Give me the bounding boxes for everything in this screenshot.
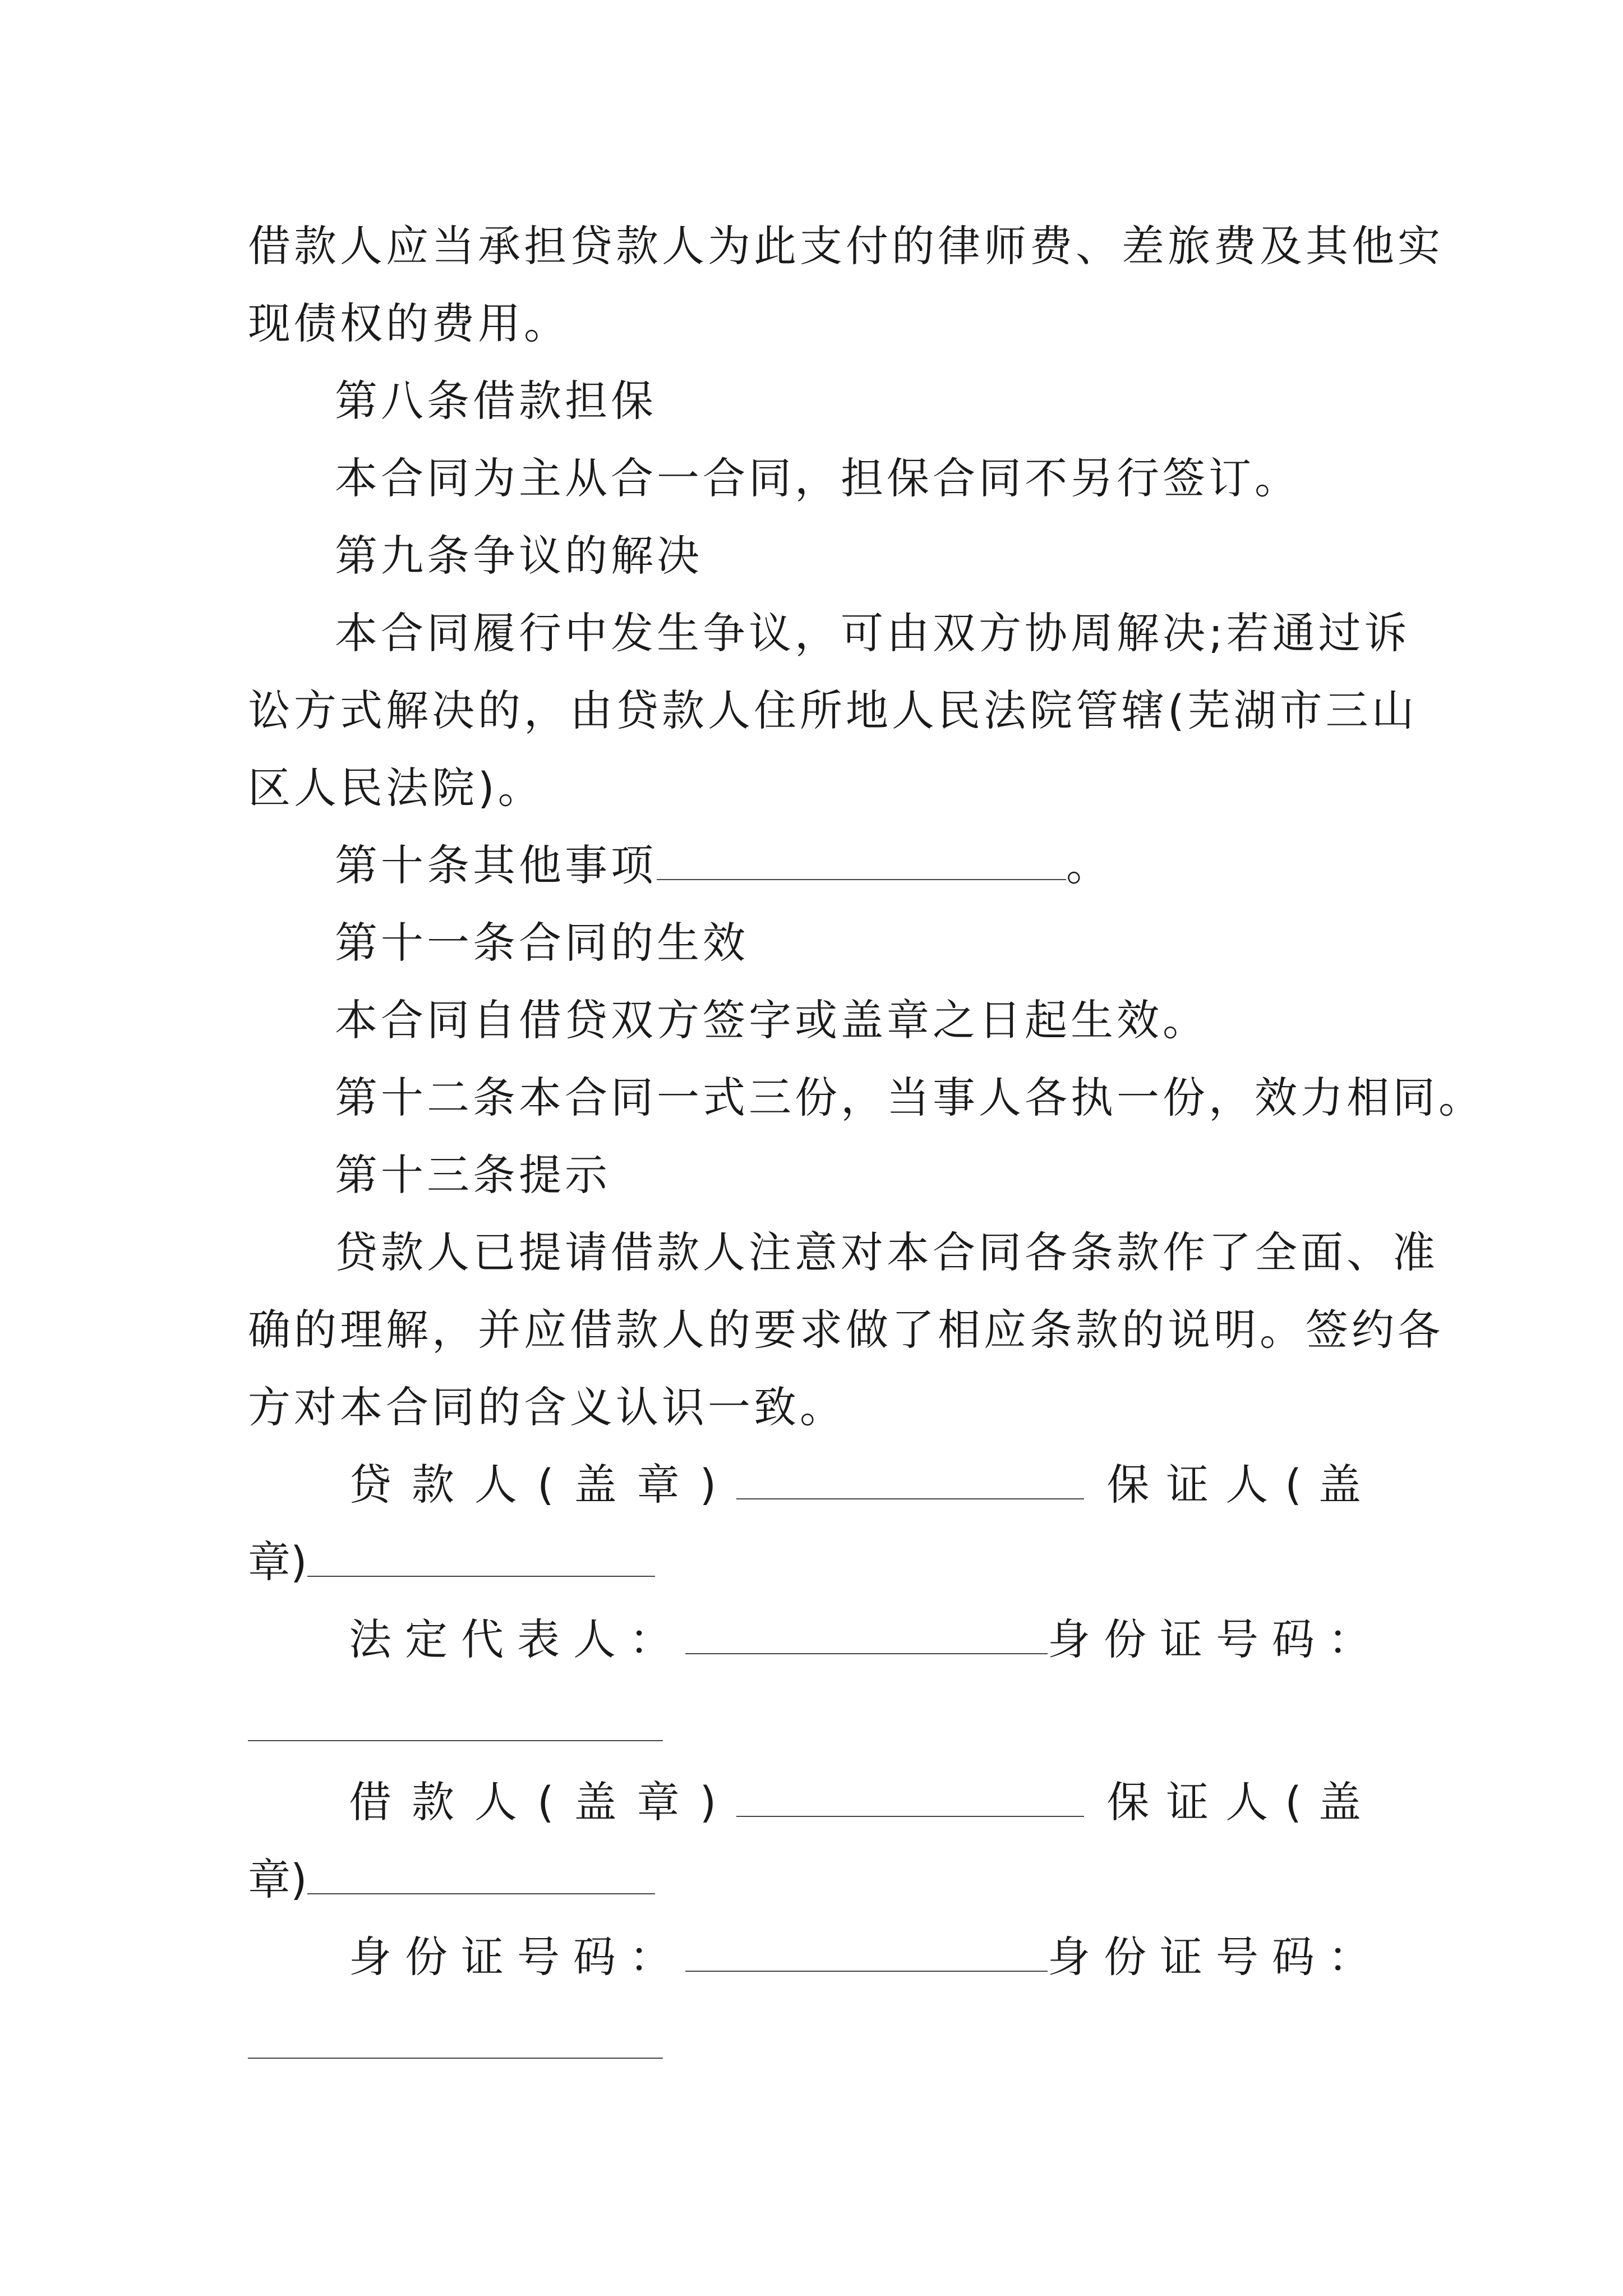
- article-13-heading: 第十三条提示: [335, 1150, 611, 1200]
- id3-blank: [248, 2018, 663, 2059]
- article-12-line: 第十二条本合同一式三份，当事人各执一份，效力相同。: [335, 1073, 1484, 1122]
- id1-blank: [248, 1701, 663, 1741]
- guarantor1-cont: 章): [248, 1537, 307, 1587]
- article-10-end: 。: [1066, 840, 1112, 890]
- article-8-heading: 第八条借款担保: [335, 376, 657, 426]
- paragraph-line: 本合同履行中发生争议，可由双方协周解决;若通过诉: [335, 608, 1410, 658]
- document-page: [248, 208, 1484, 2059]
- id2-label: 身份证号码：: [349, 1932, 685, 1982]
- id3-label: 身份证号码：: [1048, 1932, 1384, 1982]
- article-11-heading: 第十一条合同的生效: [335, 918, 749, 968]
- article-9-heading: 第九条争议的解决: [335, 531, 703, 581]
- paragraph-line: 本合同为主从合一合同，担保合同不另行签订。: [335, 453, 1301, 503]
- paragraph-line: 借款人应当承担贷款人为此支付的律师费、差旅费及其他实: [248, 221, 1444, 271]
- borrower-label: 借款人(盖章): [349, 1777, 737, 1827]
- guarantor1-label: 保证人(盖: [1106, 1460, 1378, 1510]
- paragraph-line: 现债权的费用。: [248, 298, 570, 348]
- legal-rep-blank: [685, 1614, 1048, 1654]
- paragraph-line: 方对本合同的含义认识一致。: [248, 1382, 846, 1432]
- legal-rep-row: [248, 1601, 1384, 1678]
- borrower-sign-row: [248, 1764, 1384, 1841]
- guarantor2-cont: 章): [248, 1855, 307, 1904]
- paragraph-line: 区人民法院)。: [248, 763, 544, 813]
- article-10-line: [248, 827, 1384, 904]
- guarantor1-sign-blank: [307, 1536, 655, 1577]
- guarantor2-sign-row: [248, 1841, 1384, 1918]
- lender-sign-blank: [736, 1459, 1084, 1499]
- id-row: [248, 1918, 1384, 1996]
- guarantor1-sign-row: [248, 1524, 1384, 1601]
- lender-label: 贷款人(盖章): [349, 1460, 737, 1510]
- guarantor2-sign-blank: [307, 1854, 655, 1894]
- paragraph-line: 确的理解，并应借款人的要求做了相应条款的说明。签约各: [248, 1305, 1444, 1355]
- id2-blank: [685, 1931, 1048, 1972]
- legal-rep-label: 法定代表人：: [349, 1614, 685, 1664]
- paragraph-line: 贷款人已提请借款人注意对本合同各条款作了全面、准: [335, 1227, 1438, 1277]
- guarantor2-label: 保证人(盖: [1106, 1777, 1378, 1827]
- other-matters-blank: [657, 840, 1066, 880]
- paragraph-line: 讼方式解决的，由贷款人住所地人民法院管辖(芜湖市三山: [248, 685, 1418, 735]
- id1-label: 身份证号码：: [1048, 1614, 1384, 1664]
- article-10-heading: 第十条其他事项: [335, 840, 657, 890]
- lender-sign-row: [248, 1446, 1384, 1524]
- paragraph-line: 本合同自借贷双方签字或盖章之日起生效。: [335, 995, 1209, 1045]
- borrower-sign-blank: [736, 1777, 1084, 1817]
